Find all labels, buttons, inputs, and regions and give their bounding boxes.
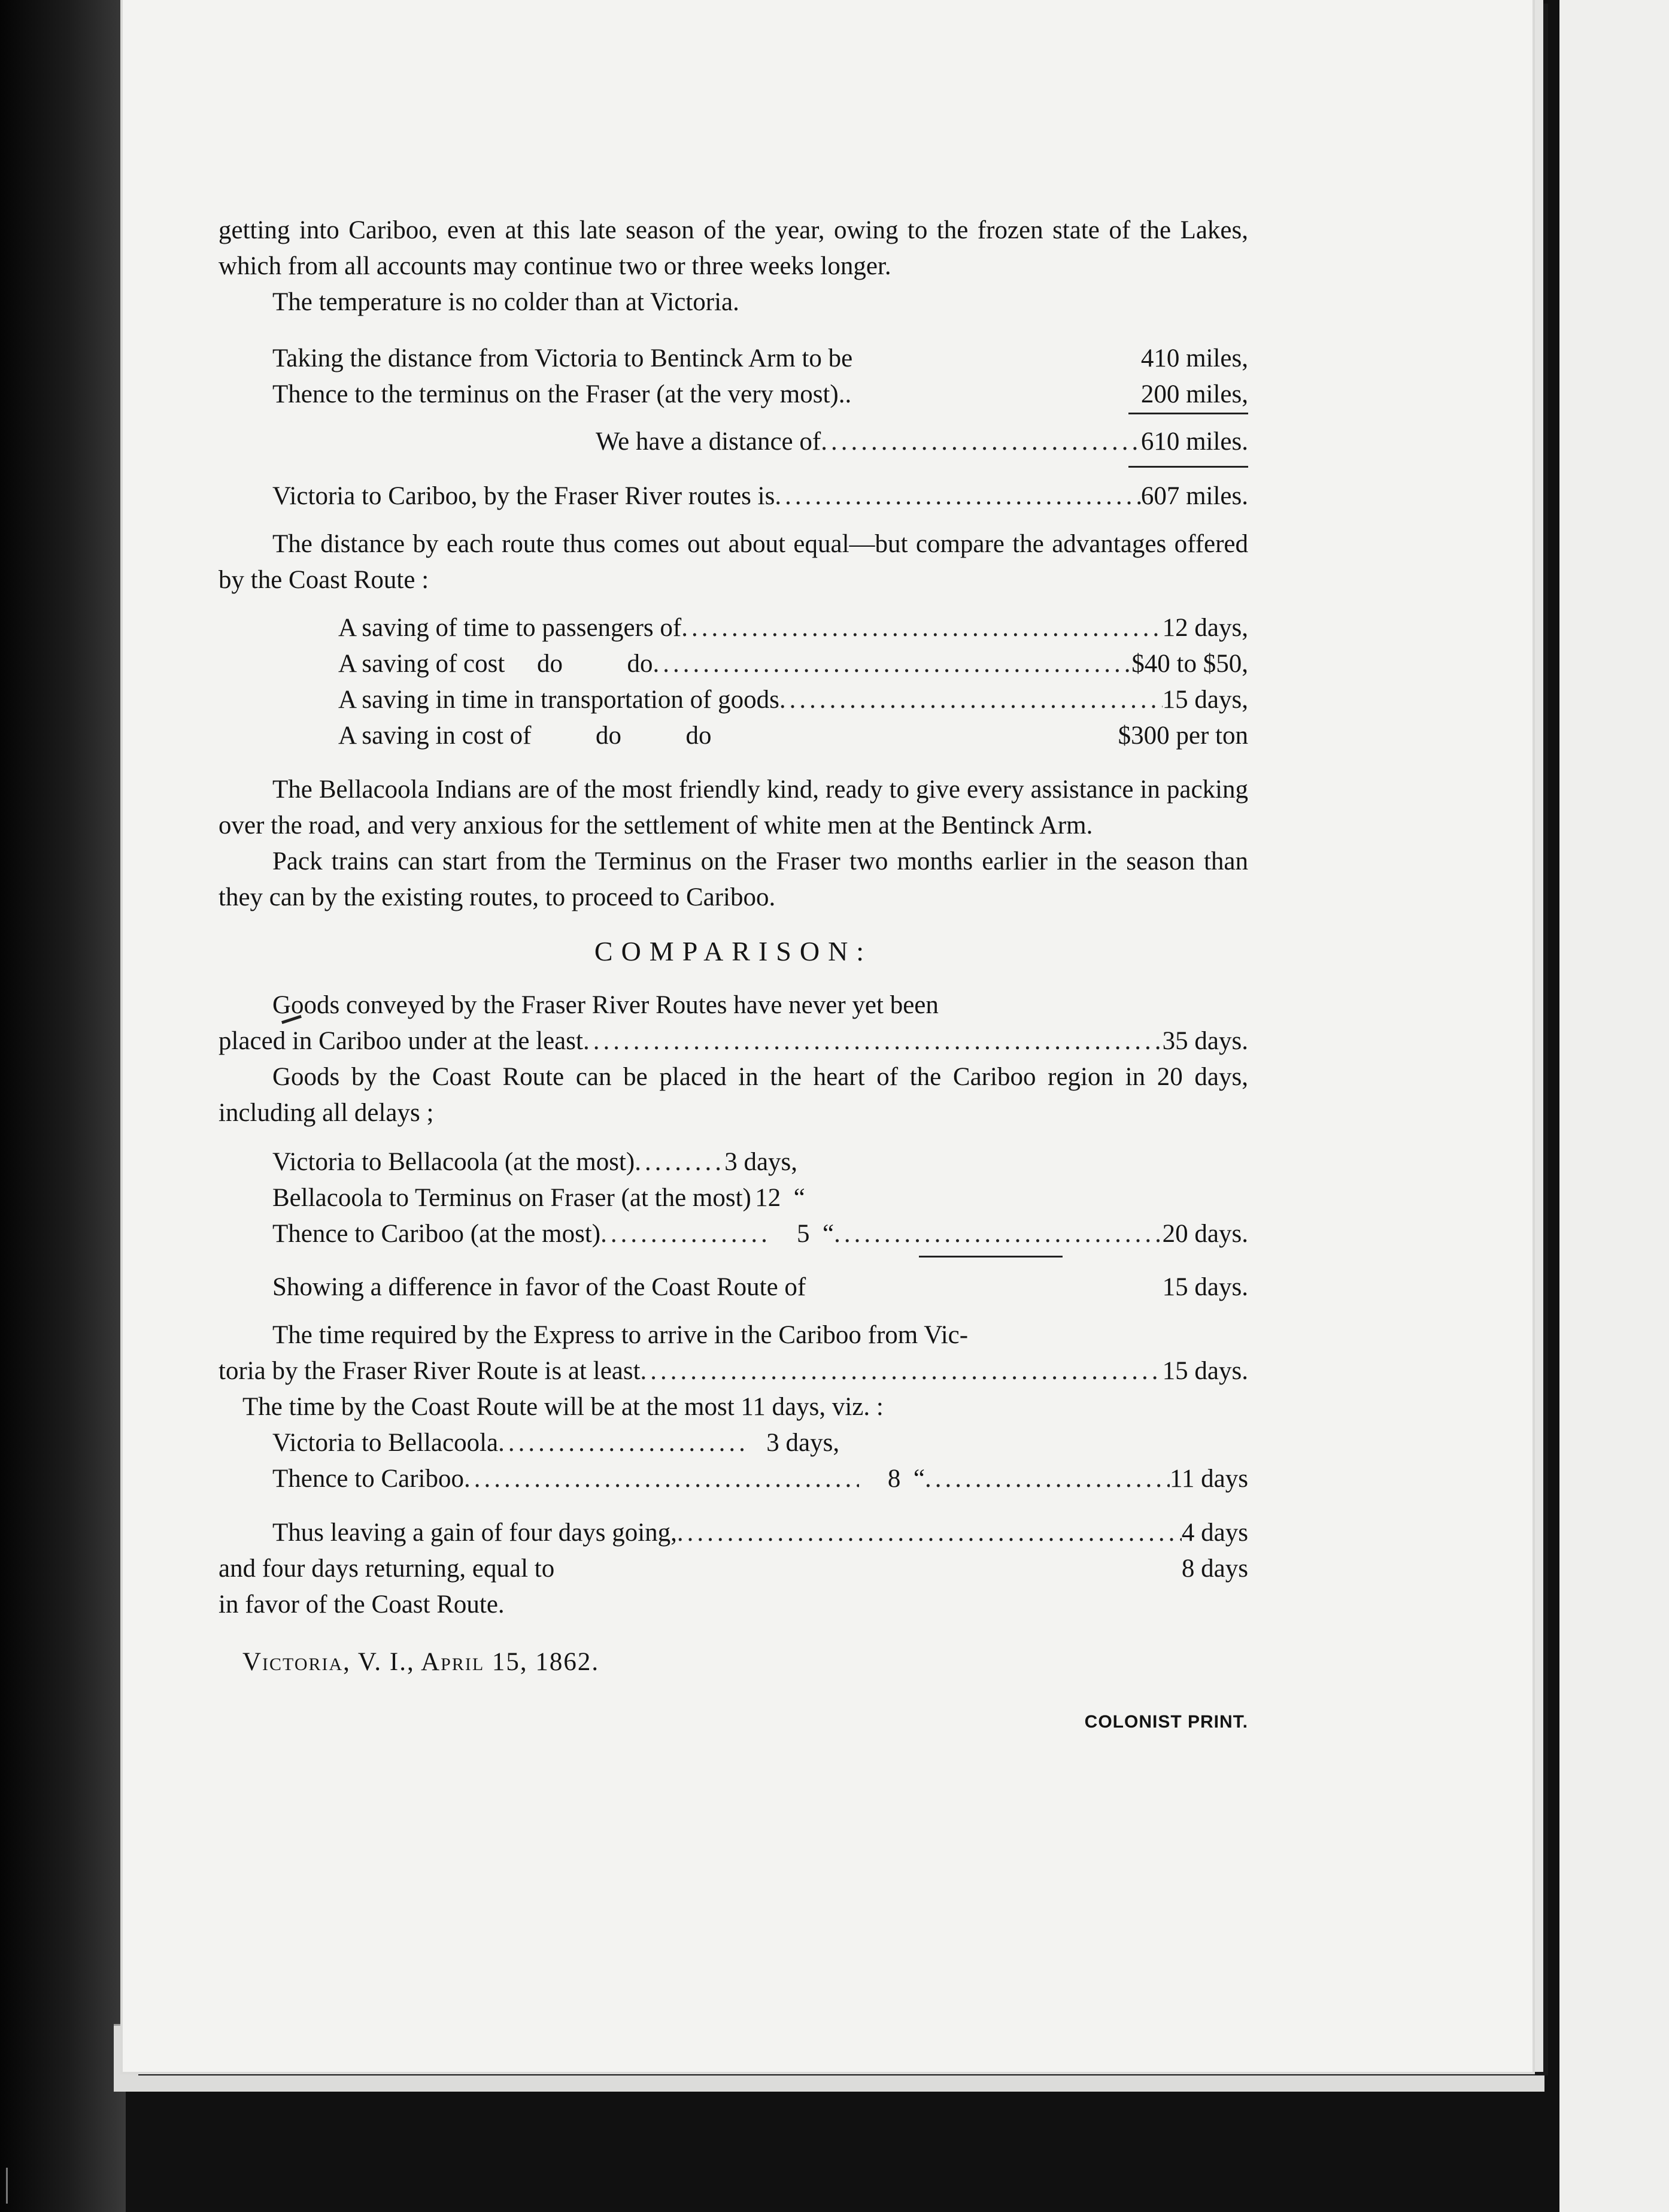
difference-row: Showing a difference in favor of the Coast Route of 15 days. [272, 1273, 1248, 1301]
gain-row-favor: in favor of the Coast Route. [219, 1590, 505, 1619]
saving-transport-time: A saving in time in transportation of goods ..... 15 days, [338, 682, 1248, 718]
scan-left-edge [0, 0, 126, 2212]
express-coast: The time by the Coast Route will be at the most 11 days, viz. : [242, 1393, 884, 1421]
route-table [219, 1144, 1248, 1257]
adjacent-page-edge [1553, 0, 1669, 2212]
saving-passengers: A saving of time to passengers of ..... 12 days, [338, 610, 1248, 646]
paragraph-indians: The Bellacoola Indians are of the most friendly kind, ready to give every assistance in packing over the road, and very anxious for the settlement of white men at the Bentinck Arm. [219, 775, 1248, 840]
express-line2: toria by the Fraser River Route is at least ..... 15 days. [219, 1353, 1248, 1389]
express-line1: The time required by the Express to arrive in the Cariboo from Vic- [272, 1321, 969, 1349]
route-row-bellacoola: Victoria to Bellacoola (at the most) ..... 3 days, [272, 1144, 1248, 1180]
saving-transport-cost: A saving in cost of do do $300 per ton [338, 722, 1248, 750]
distance-row-fraser: Victoria to Cariboo, by the Fraser River routes is ..... 607 miles. [272, 478, 1248, 514]
paragraph-compare: The distance by each route thus comes out about equal—but compare the advantages offered by the Coast Route : [219, 530, 1248, 594]
express-table [219, 1425, 1248, 1497]
express-row-cariboo: Thence to Cariboo ..... 8 “ ..... 11 days [272, 1461, 1248, 1497]
paragraph-temperature: The temperature is no colder than at Victoria. [272, 288, 739, 316]
paragraph-pack-trains: Pack trains can start from the Terminus on the Fraser two months earlier in the season than they can by the existing routes, to proceed to Cariboo. [219, 847, 1248, 911]
scan-corner-mark [6, 2168, 8, 2204]
gain-row-returning: and four days returning, equal to 8 days [219, 1555, 1248, 1583]
express-row-bellacoola: Victoria to Bellacoola ..... 3 days, [272, 1425, 1248, 1461]
printer-imprint: COLONIST PRINT. [1084, 1712, 1248, 1732]
distance-row-bentinck: Taking the distance from Victoria to Bentinck Arm to be 410 miles, [272, 344, 1248, 372]
savings-list [219, 610, 1248, 754]
paragraph-goods-coast: Goods by the Coast Route can be placed in the heart of the Cariboo region in 20 days, including all delays ; [219, 1063, 1248, 1127]
route-row-terminus: Bellacoola to Terminus on Fraser (at the most) 12 “ [272, 1184, 805, 1212]
distance-row-total: We have a distance of ..... 610 miles. [272, 424, 1248, 460]
gain-block [219, 1515, 1248, 1551]
distance-block [219, 341, 1248, 514]
document-body [219, 213, 1248, 1740]
distance-row-terminus: Thence to the terminus on the Fraser (at the very most).. 200 miles, [272, 380, 1248, 408]
gain-row-going: Thus leaving a gain of four days going, ..... 4 days [272, 1515, 1248, 1551]
goods-fraser-line1: Goods conveyed by the Fraser River Routes have never yet been [272, 991, 939, 1019]
comparison-heading: COMPARISON: [594, 936, 873, 966]
paragraph-lakes: getting into Cariboo, even at this late season of the year, owing to the frozen state of the Lakes, which from all accounts may continue two or three weeks longer. [219, 216, 1248, 280]
goods-fraser-line2: placed in Cariboo under at the least ..... 35 days. [219, 1023, 1248, 1059]
route-row-cariboo: Thence to Cariboo (at the most) ..... 5 “ ..... 20 days. [272, 1216, 1248, 1252]
saving-cost: A saving of cost do do ..... $40 to $50, [338, 646, 1248, 682]
signature-line: Victoria, V. I., April 15, 1862. [242, 1648, 600, 1676]
